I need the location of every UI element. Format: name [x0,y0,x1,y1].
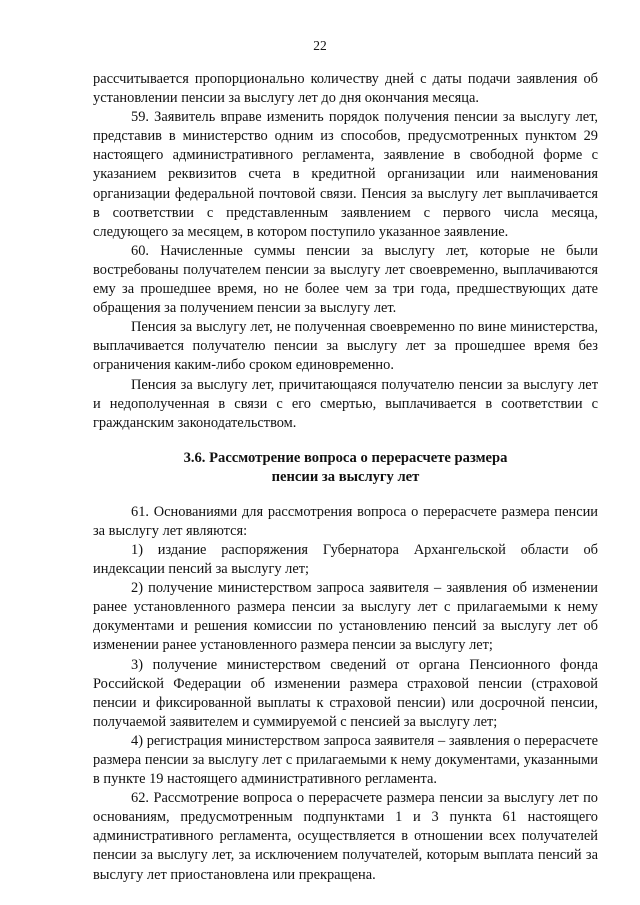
list-item: 2) получение министерством запроса заявителя – заявления об изменении ранее установленного размера пенсии за выслугу лет с прилагаемыми к нему документами и решения комиссии по установлению пенсий за выслугу лет об изменении ранее установленного размера пенсии за выслугу лет; [93,580,598,654]
section-heading-line: пенсии за выслугу лет [271,468,420,485]
paragraph: Пенсия за выслугу лет, не полученная своевременно по вине министерства, выплачивается получателю пенсии за выслугу лет за прошедшее время без ограничения каким-либо сроком единовременно. [93,319,598,374]
paragraph-59: 59. Заявитель вправе изменить порядок получения пенсии за выслугу лет, представив в министерство одним из способов, предусмотренных пунктом 29 настоящего административного регламента, заявление в свободной форме с указанием реквизитов счета в кредитной организации или наименования организации федеральной почтовой связи. Пенсия за выслугу лет выплачивается в соответствии с представленным заявлением с первого числа месяца, следующего за месяцем, в котором поступило указанное заявление. [93,109,598,240]
paragraph: Пенсия за выслугу лет, причитающаяся получателю пенсии за выслугу лет и недополученная в связи с его смертью, выплачивается в соответствии с гражданским законодательством. [93,376,598,431]
section-heading-line: 3.6. Рассмотрение вопроса о перерасчете размера [183,449,508,466]
list-item: 3) получение министерством сведений от органа Пенсионного фонда Российской Федерации об изменении размера страховой пенсии (страховой пенсии и фиксированной выплаты к страховой пенсии) или досрочной пенсии, получаемой заявителем и суммируемой с пенсией за выслугу лет; [93,656,598,730]
list-item: 4) регистрация министерством запроса заявителя – заявления о перерасчете размера пенсии за выслугу лет с прилагаемыми к нему документами, указанными в пункте 19 настоящего административного регламента. [93,732,598,788]
paragraph-61: 61. Основаниями для рассмотрения вопроса о перерасчете размера пенсии за выслугу лет являются: [93,503,598,539]
page-content [93,70,598,885]
paragraph: рассчитывается пропорционально количеству дней с даты подачи заявления об установлении пенсии за выслугу лет до дня окончания месяца. [93,71,598,107]
page-number: 22 [313,38,327,53]
section-heading [93,449,598,487]
paragraph-60: 60. Начисленные суммы пенсии за выслугу лет, которые не были востребованы получателем пенсии за выслугу лет своевременно, выплачиваются ему за прошедшее время, но не более чем за три года, предшествующих дате обращения за получением пенсии за выслугу лет. [93,242,598,317]
list-item: 1) издание распоряжения Губернатора Архангельской области об индексации пенсий за выслугу лет; [93,541,598,578]
paragraph-62: 62. Рассмотрение вопроса о перерасчете размера пенсии за выслугу лет по основаниям, предусмотренным подпунктами 1 и 3 пункта 61 настоящего административного регламента, осуществляется в отношении всех получателей пенсии за выслугу лет, за исключением получателей, которым выплата пенсий за выслугу лет приостановлена или прекращена. [93,790,598,883]
